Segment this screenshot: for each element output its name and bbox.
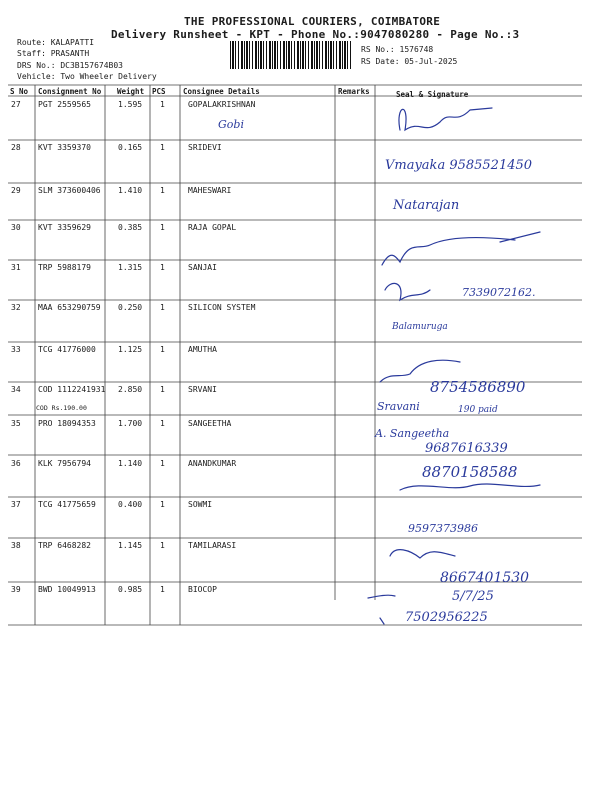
cell-weight: 1.410 <box>118 186 143 195</box>
cell-consignee: TAMILARASI <box>188 541 237 550</box>
cell-cno: PRO 18094353 <box>38 419 96 428</box>
cell-consignee: AMUTHA <box>188 345 217 354</box>
col-seal-signature: Seal & Signature <box>396 90 469 99</box>
cell-consignee: SOWMI <box>188 500 213 509</box>
cell-cno: BWD 10049913 <box>38 585 96 594</box>
cell-weight: 1.145 <box>118 541 143 550</box>
signature-36 <box>400 484 540 490</box>
cell-pcs: 1 <box>160 100 165 109</box>
col-weight: Weight <box>117 87 145 96</box>
handwritten-entry: Balamuruga <box>392 322 448 332</box>
cell-pcs: 1 <box>160 263 165 272</box>
rs-date: RS Date: 05-Jul-2025 <box>361 57 458 66</box>
runsheet-subtitle: Delivery Runsheet - KPT - Phone No.:9047080280 - Page No.:3 <box>111 28 520 41</box>
cell-cno: TRP 6468282 <box>38 541 91 550</box>
cell-sno: 31 <box>11 263 21 272</box>
handwritten-entry: A. Sangeetha <box>375 427 450 440</box>
cell-sno: 33 <box>11 345 21 354</box>
handwritten-entry: Natarajan <box>393 198 460 213</box>
handwritten-entry: 7502956225 <box>405 610 488 625</box>
cell-sno: 39 <box>11 585 21 594</box>
handwritten-entry: 8754586890 <box>430 378 526 396</box>
vehicle-label: Vehicle: Two Wheeler Delivery <box>17 72 157 81</box>
cell-consignee: SANGEETHA <box>188 419 232 428</box>
signature-39 <box>368 595 395 624</box>
cell-weight: 1.315 <box>118 263 143 272</box>
cell-sno: 32 <box>11 303 21 312</box>
cell-consignee: SANJAI <box>188 263 217 272</box>
cell-cno: KVT 3359370 <box>38 143 91 152</box>
rs-number: RS No.: 1576748 <box>361 45 434 54</box>
cell-consignee: SILICON SYSTEM <box>188 303 256 312</box>
cell-cno: PGT 2559565 <box>38 100 91 109</box>
cell-cno: KLK 7956794 <box>38 459 91 468</box>
cell-consignee: SRIDEVI <box>188 143 222 152</box>
cell-weight: 1.595 <box>118 100 143 109</box>
cell-sno: 38 <box>11 541 21 550</box>
cell-weight: 0.250 <box>118 303 143 312</box>
cell-cno: KVT 3359629 <box>38 223 91 232</box>
signature-27 <box>399 108 492 130</box>
staff-label: Staff: PRASANTH <box>17 49 90 58</box>
cell-sno: 35 <box>11 419 21 428</box>
cell-pcs: 1 <box>160 223 165 232</box>
cell-pcs: 1 <box>160 459 165 468</box>
handwritten-entry: Sravani <box>377 400 420 413</box>
cell-pcs: 1 <box>160 345 165 354</box>
signature-30 <box>382 232 540 265</box>
cell-weight: 0.165 <box>118 143 143 152</box>
cell-weight: 0.985 <box>118 585 143 594</box>
col-pcs: PCS <box>152 87 166 96</box>
cod-note: COD Rs.190.00 <box>36 404 87 412</box>
handwritten-entry: Vmayaka 9585521450 <box>385 158 533 173</box>
cell-cno: TCG 41776000 <box>38 345 96 354</box>
cell-pcs: 1 <box>160 143 165 152</box>
col-remarks: Remarks <box>338 87 370 96</box>
handwritten-entry: 8870158588 <box>422 463 518 481</box>
cell-weight: 2.850 <box>118 385 143 394</box>
handwritten-entry: 5/7/25 <box>452 589 494 604</box>
cell-weight: 1.140 <box>118 459 143 468</box>
cell-sno: 36 <box>11 459 21 468</box>
cell-sno: 30 <box>11 223 21 232</box>
cell-weight: 1.700 <box>118 419 143 428</box>
cell-pcs: 1 <box>160 186 165 195</box>
cell-weight: 0.400 <box>118 500 143 509</box>
cell-pcs: 1 <box>160 385 165 394</box>
handwritten-entry: 7339072162. <box>462 286 536 299</box>
handwritten-entry: 9687616339 <box>425 441 508 456</box>
cell-weight: 1.125 <box>118 345 143 354</box>
cell-consignee: GOPALAKRISHNAN <box>188 100 256 109</box>
handwritten-entry: 8667401530 <box>440 570 530 586</box>
signature-31 <box>385 283 430 300</box>
signature-38 <box>390 550 455 558</box>
cell-consignee: BIOCOP <box>188 585 217 594</box>
cell-consignee: ANANDKUMAR <box>188 459 237 468</box>
cell-sno: 27 <box>11 100 21 109</box>
handwritten-entry: 190 paid <box>458 405 498 415</box>
cell-cno: COD 1112241931 <box>38 385 106 394</box>
cell-consignee: MAHESWARI <box>188 186 232 195</box>
signature-33 <box>380 360 460 382</box>
cell-cno: TRP 5988179 <box>38 263 91 272</box>
cell-cno: TCG 41775659 <box>38 500 96 509</box>
handwritten-name: Gobi <box>218 118 244 131</box>
cell-sno: 34 <box>11 385 21 394</box>
col-consignee: Consignee Details <box>183 87 260 96</box>
route-label: Route: KALAPATTI <box>17 38 95 47</box>
col-consignment: Consignment No <box>38 87 102 96</box>
cell-consignee: SRVANI <box>188 385 217 394</box>
cell-pcs: 1 <box>160 500 165 509</box>
col-sno: S No <box>10 87 29 96</box>
cell-sno: 28 <box>11 143 21 152</box>
cell-cno: SLM 373600406 <box>38 186 101 195</box>
cell-sno: 37 <box>11 500 21 509</box>
cell-pcs: 1 <box>160 585 165 594</box>
cell-sno: 29 <box>11 186 21 195</box>
cell-pcs: 1 <box>160 541 165 550</box>
cell-pcs: 1 <box>160 303 165 312</box>
cell-pcs: 1 <box>160 419 165 428</box>
drs-number: DRS No.: DC3B157674B03 <box>17 61 123 70</box>
company-title: THE PROFESSIONAL COURIERS, COIMBATORE <box>184 15 441 28</box>
cell-consignee: RAJA GOPAL <box>188 223 237 232</box>
handwritten-entry: 9597373986 <box>408 522 478 535</box>
cell-cno: MAA 653290759 <box>38 303 101 312</box>
cell-weight: 0.385 <box>118 223 143 232</box>
